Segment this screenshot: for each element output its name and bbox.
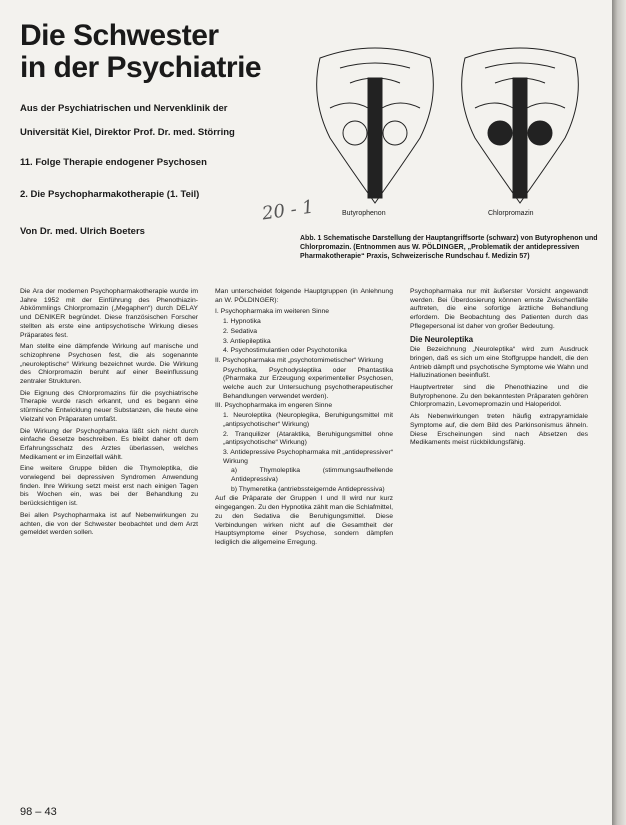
paragraph: Man unterscheidet folgende Hauptgruppen (in Anlehnung an W. PÖLDINGER): <box>215 288 393 304</box>
article-title <box>20 20 261 84</box>
page-number: 98 – 43 <box>20 806 57 818</box>
paragraph: Eine weitere Gruppe bilden die Thymoleptika, die vorwiegend bei depressiven Syndromen Anwendung finden. Ihre Wirkung setzt meist erst nach einigen Tagen bis Wochen ein, was bei der Behandlung zu berücksichtigen ist. <box>20 465 198 508</box>
list-item: 3. Antiepileptika <box>223 337 271 345</box>
list-item: 1. Neuroleptika (Neuroplegika, Beruhigungsmittel mit „antipsychotischer“ Wirkung) <box>223 412 393 428</box>
section-heading: Die Neuroleptika <box>410 334 474 344</box>
figure-label-right: Chlorpromazin <box>488 210 534 217</box>
list-item: 2. Sedativa <box>223 327 258 335</box>
classification-list <box>215 308 393 494</box>
part-line: 2. Die Psychopharmakotherapie (1. Teil) <box>20 189 200 200</box>
brain-right <box>462 48 579 203</box>
list-item: 2. Tranquilizer (Ataraktika, Beruhigungsmittel ohne „antipsychotische“ Wirkung) <box>223 430 393 447</box>
paragraph: Die Wirkung der Psychopharmaka läßt sich nicht durch einfache Gesetze beschreiben. Es bleibt daher oft dem Erfahrungsschatz des Arztes überlassen, welches Medikament er im Einzelfall wählt. <box>20 427 198 461</box>
list-item: 3. Antidepressive Psychopharmaka mit „antidepressiver“ Wirkung <box>223 448 393 465</box>
author-line: Von Dr. med. Ulrich Boeters <box>20 226 145 237</box>
paragraph: Psychopharmaka nur mit äußerster Vorsicht angewandt werden. Bei Überdosierung können ernste Zwischenfälle auftreten, die eine sofortige ärztliche Behandlung erfordern. Die Beobachtung des Patienten durch das Pflegepersonal ist daher von großer Bedeutung. <box>410 288 588 330</box>
list-item: 1. Hypnotika <box>223 318 261 326</box>
paragraph: Die Bezeichnung „Neuroleptika“ wird zum Ausdruck bringen, daß es sich um eine Stoffgruppe handelt, die den Antrieb dämpft und psychotische Symptome wie Wahn und Halluzinationen beeinflußt. <box>410 346 588 380</box>
paragraph: Als Nebenwirkungen treten häufig extrapyramidale Symptome auf, die dem Bild des Parkinsonismus ähneln. Diese Erscheinungen sind nach Absetzen des Medikaments meist rückbildungsfähig. <box>410 413 588 447</box>
paragraph: Hauptvertreter sind die Phenothiazine und die Butyrophenone. Zu den bekanntesten Präparaten gehören Chlorpromazin, Levomepromazin und Haloperidol. <box>410 384 588 409</box>
list-item: 4. Psychostimulantien oder Psychotonika <box>223 347 347 355</box>
text-column-2 <box>215 288 393 808</box>
title-line-2: in der Psychiatrie <box>20 51 262 84</box>
institute-line-1: Aus der Psychiatrischen und Nervenklinik der <box>20 103 228 114</box>
list-item: II. Psychopharmaka mit „psychotomimetischer“ Wirkung <box>215 356 384 364</box>
text-column-3 <box>410 288 588 808</box>
handwritten-note: 20 - 1 <box>260 196 316 225</box>
list-item: a) Thymoleptika (stimmungsaufhellende Antidepressiva) <box>231 467 393 484</box>
institute-line-2: Universität Kiel, Direktor Prof. Dr. med. Störring <box>20 127 235 138</box>
text-column-1 <box>20 288 198 808</box>
list-item: III. Psychopharmaka im engeren Sinne <box>215 402 333 410</box>
paragraph: Bei allen Psychopharmaka ist auf Nebenwirkungen zu achten, die von der Schwester beobachtet und dem Arzt gemeldet werden sollen. <box>20 511 198 537</box>
paragraph: Man stellte eine dämpfende Wirkung auf manische und schizophrene Psychosen fest, die als sogenannte „neuroleptische“ Wirkung bezeichnet wurde. Die Wirkung des Chlorpromazin beruht auf einer Beeinflussung zentraler Strukturen. <box>20 343 198 386</box>
paragraph: Die Ära der modernen Psychopharmakotherapie wurde im Jahre 1952 mit der Einführung des Phenothiazin-Abkömmlings Chlorpromazin („Megaphen“) durch DELAY und DENIKER begründet. Diese französischen Forscher stellten als erste eine antipsychotische Wirkung dieses Präparates fest. <box>20 288 198 339</box>
figure-caption: Abb. 1 Schematische Darstellung der Hauptangriffsorte (schwarz) von Butyrophenon und Chlorpromazin. (Entnommen aus W. PÖLDINGER, „Problematik der antidepressiven Pharmakotherapie“ Praxis, Schweizerische Rundschau f. Medizin 57) <box>300 235 598 260</box>
paragraph: Die Eignung des Chlorpromazins für die psychiatrische Therapie wurde rasch erkannt, und es begann eine stürmische Entwicklung neuer Substanzen, die heute eine Vielzahl von Präparaten umfaßt. <box>20 389 198 423</box>
figure-label-left: Butyrophenon <box>342 210 386 217</box>
series-line: 11. Folge Therapie endogener Psychosen <box>20 157 207 168</box>
list-item: I. Psychopharmaka im weiteren Sinne <box>215 308 330 316</box>
page-edge <box>612 0 626 825</box>
brain-left <box>317 48 434 203</box>
title-line-1: Die Schwester <box>20 19 219 52</box>
list-item: Psychotika, Psychodysleptika oder Phantastika (Pharmaka zur Erzeugung experimenteller Psychosen, welche auch zur Untersuchung psychotherapeutischer Behandlungen verwendet werden). <box>223 366 393 400</box>
brain-diagram <box>300 38 600 208</box>
paragraph: Auf die Präparate der Gruppen I und II wird nur kurz eingegangen. Zu den Hypnotika zählt man die Schlafmittel, zu den Sedativa die Beruhigungsmittel. Diese Verbindungen wirken nicht auf die Gesamtheit der Hauptsymptome einer Psychose, sondern dämpfen lediglich die allgemeine Erregung. <box>215 495 393 546</box>
list-item: b) Thymeretika (antriebssteigernde Antidepressiva) <box>231 485 385 493</box>
